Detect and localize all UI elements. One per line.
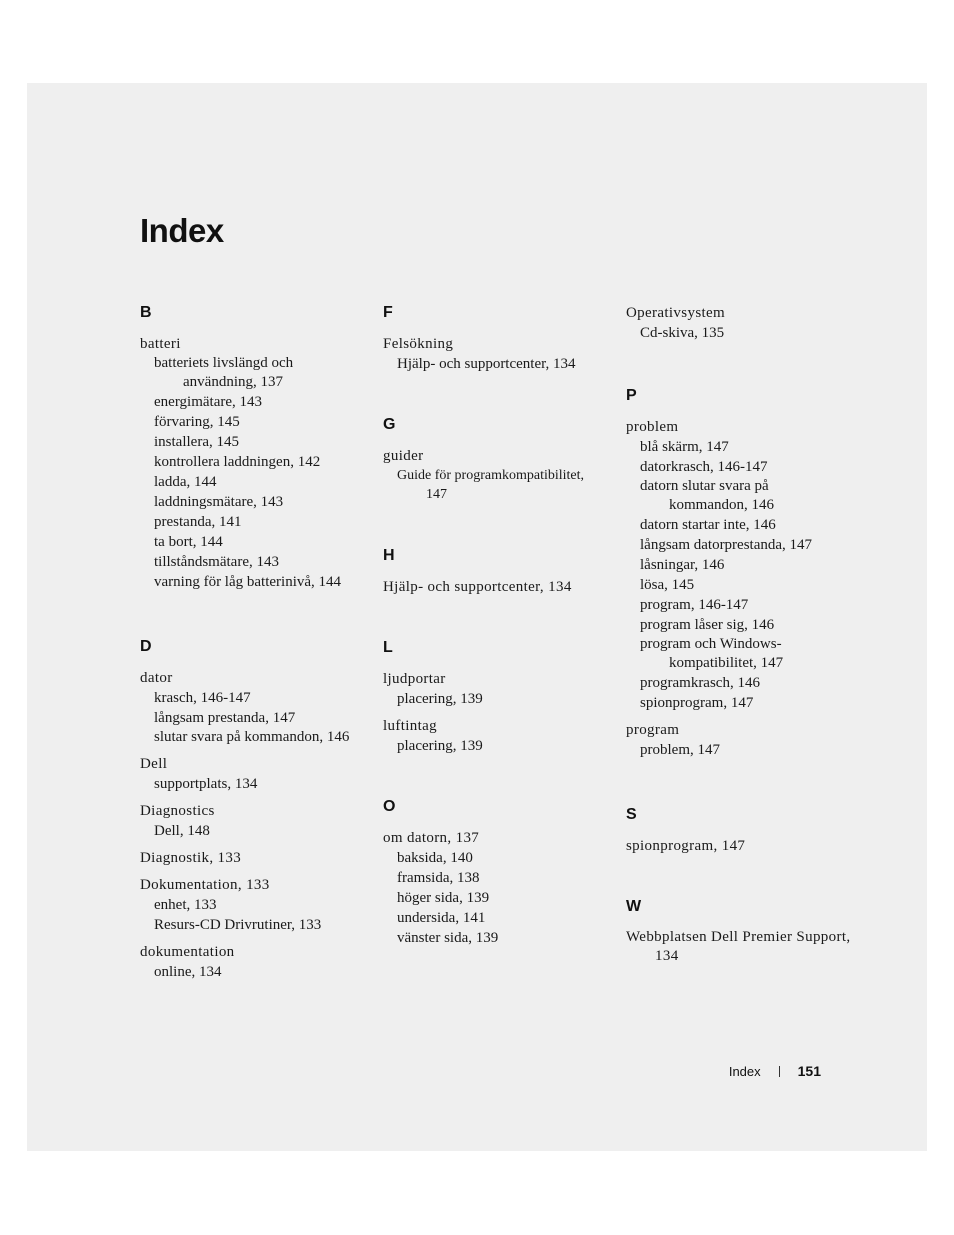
index-subentry: höger sida, 139	[397, 890, 490, 906]
index-section-f	[383, 305, 608, 374]
index-subentry: krasch, 146-147	[154, 690, 251, 706]
index-section-s	[626, 807, 851, 856]
section-letter: W	[626, 898, 642, 915]
page-footer	[729, 1062, 821, 1080]
index-section-d	[140, 639, 365, 982]
index-entry: Dokumentation, 133	[140, 877, 270, 893]
index-subentry: supportplats, 134	[154, 776, 258, 792]
index-subentry: låsningar, 146	[640, 557, 725, 573]
index-subentry: förvaring, 145	[154, 414, 240, 430]
section-letter: G	[383, 416, 396, 433]
index-subentry: baksida, 140	[397, 850, 473, 866]
index-subentry: datorn slutar svara på kommandon, 146	[640, 478, 774, 513]
index-subentry: prestanda, 141	[154, 514, 242, 530]
index-subentry: datorn startar inte, 146	[640, 517, 776, 533]
section-letter: S	[626, 806, 637, 823]
index-subentry: Hjälp- och supportcenter, 134	[397, 356, 576, 372]
index-section-w	[626, 899, 851, 966]
index-entry: Dell	[140, 756, 168, 772]
index-subentry: varning för låg batterinivå, 144	[154, 574, 342, 590]
index-entry: problem	[626, 419, 679, 435]
index-section-h	[383, 548, 608, 597]
index-subentry: program, 146-147	[640, 597, 749, 613]
index-section-g	[383, 417, 608, 504]
page-number: 151	[797, 1063, 821, 1079]
index-subentry: online, 134	[154, 964, 222, 980]
index-subentry: undersida, 141	[397, 910, 486, 926]
page-title: Index	[140, 212, 224, 249]
index-subentry: blå skärm, 147	[640, 439, 729, 455]
section-letter: P	[626, 387, 637, 404]
index-section-o	[383, 799, 608, 948]
index-subentry: batteriets livslängd och användning, 137	[154, 355, 294, 390]
index-subentry: installera, 145	[154, 434, 239, 450]
index-subentry: lösa, 145	[640, 577, 695, 593]
section-letter: B	[140, 304, 152, 321]
index-subentry: program låser sig, 146	[640, 617, 775, 633]
index-subentry: placering, 139	[397, 738, 483, 754]
section-letter: H	[383, 547, 395, 564]
index-subentry: långsam prestanda, 147	[154, 710, 296, 726]
index-subentry: Resurs-CD Drivrutiner, 133	[154, 917, 322, 933]
index-section-l	[383, 640, 608, 756]
section-letter: D	[140, 638, 152, 655]
index-subentry: Guide för programkompatibilitet, 147	[397, 468, 585, 502]
index-subentry: spionprogram, 147	[640, 695, 754, 711]
index-section-p	[626, 388, 851, 760]
index-subentry: framsida, 138	[397, 870, 480, 886]
index-entry: batteri	[140, 336, 181, 352]
section-letter: F	[383, 304, 393, 321]
section-letter: O	[383, 798, 396, 815]
index-entry: spionprogram, 147	[626, 838, 746, 854]
index-entry: om datorn, 137	[383, 830, 480, 846]
index-subentry: energimätare, 143	[154, 394, 263, 410]
index-subentry: Cd-skiva, 135	[640, 325, 725, 341]
index-entry: Webbplatsen Dell Premier Support, 134	[626, 929, 851, 964]
index-subentry: långsam datorprestanda, 147	[640, 537, 813, 553]
index-subentry: kontrollera laddningen, 142	[154, 454, 321, 470]
index-entry: program	[626, 722, 680, 738]
index-entry: dokumentation	[140, 944, 235, 960]
index-entry: ljudportar	[383, 671, 446, 687]
index-entry: Hjälp- och supportcenter, 134	[383, 579, 572, 595]
index-entry: dator	[140, 670, 173, 686]
index-subentry: ladda, 144	[154, 474, 217, 490]
index-entry: Operativsystem	[626, 305, 726, 321]
index-subentry: datorkrasch, 146-147	[640, 459, 768, 475]
index-subentry: vänster sida, 139	[397, 930, 499, 946]
index-subentry: programkrasch, 146	[640, 675, 760, 691]
index-section-o-continued	[626, 303, 851, 343]
index-subentry: Dell, 148	[154, 823, 210, 839]
index-subentry: ta bort, 144	[154, 534, 223, 550]
section-letter: L	[383, 639, 393, 656]
index-entry: Diagnostik, 133	[140, 850, 242, 866]
index-entry: Felsökning	[383, 336, 454, 352]
index-subentry: enhet, 133	[154, 897, 217, 913]
index-subentry: tillståndsmätare, 143	[154, 554, 279, 570]
index-subentry: slutar svara på kommandon, 146	[154, 729, 350, 745]
footer-divider	[779, 1066, 780, 1077]
index-subentry: placering, 139	[397, 691, 483, 707]
index-section-b	[140, 305, 365, 592]
index-subentry: laddningsmätare, 143	[154, 494, 284, 510]
index-entry: guider	[383, 448, 424, 464]
index-subentry: problem, 147	[640, 742, 720, 758]
index-entry: luftintag	[383, 718, 437, 734]
index-subentry: program och Windows-kompatibilitet, 147	[640, 636, 784, 671]
footer-label: Index	[728, 1063, 761, 1079]
index-entry: Diagnostics	[140, 803, 215, 819]
